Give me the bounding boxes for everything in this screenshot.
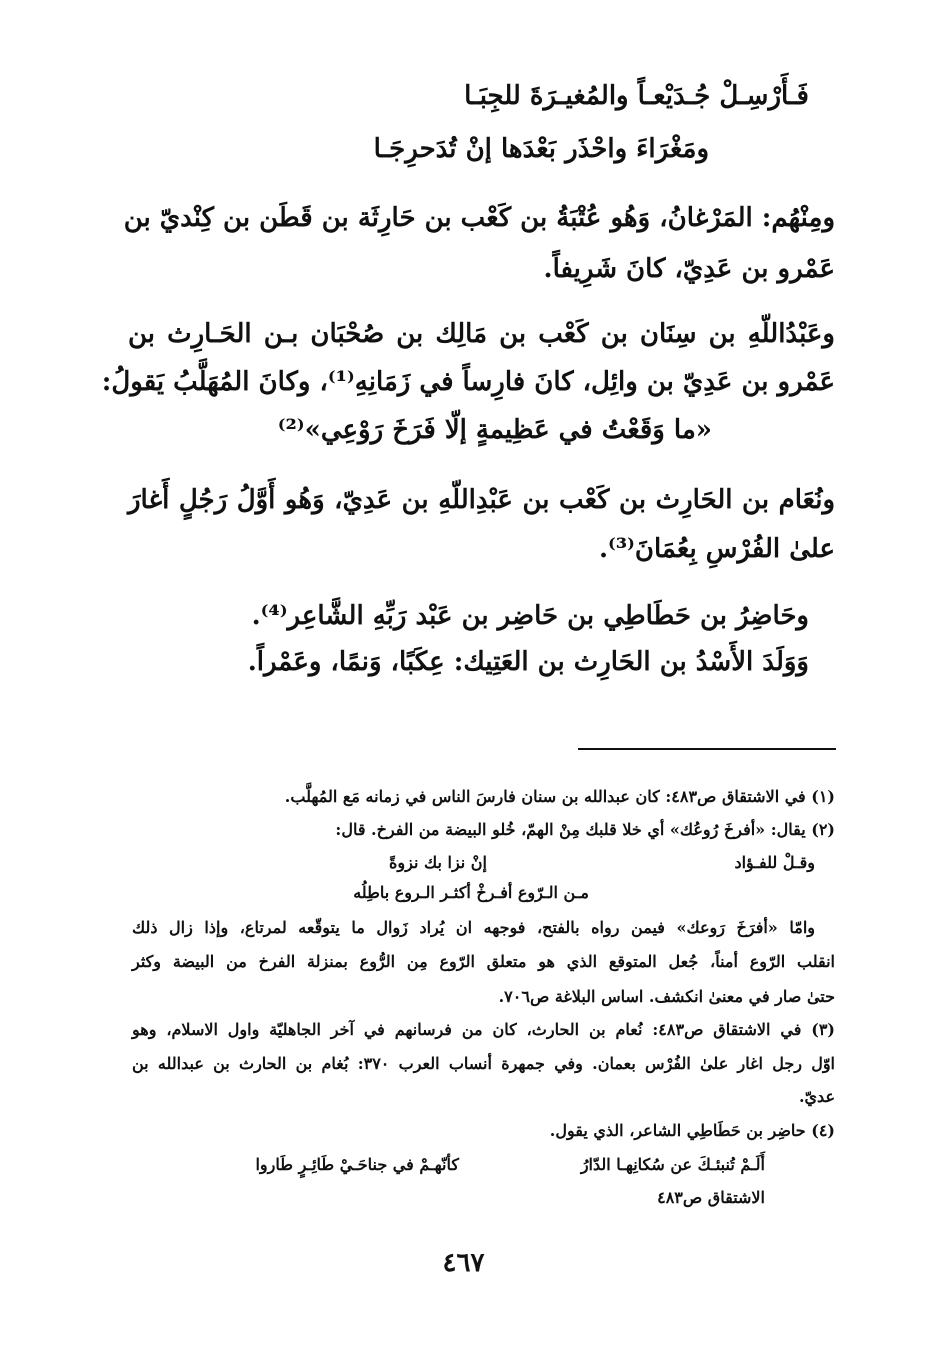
footnote-separator	[578, 748, 836, 750]
page-number: ٤٦٧	[442, 1248, 485, 1278]
footnote-3-line-2: اوّل رجل اغار علىٰ الفُرْس بعمان. وفي جمهرة أنساب العرب ٣٧٠: بُغام بن الحارث بن عبدالله بن	[132, 1054, 835, 1073]
paragraph-1-line-2: عَمْرو بن عَدِيّ، كانَ شَرِيفاً.	[543, 254, 835, 284]
paragraph-2-quote: «ما وَقَعْتُ في عَظِيمةٍ إلّا فَرَخَ رَوْعِي»⁽²⁾	[277, 415, 712, 445]
footnote-2-verse-part-2: إنْ نزا بك نزوةً	[389, 853, 487, 872]
footnote-4-verse-part-2: كأنّهـمْ في جناحَـيْ طَائِـرٍ طَاروا	[255, 1155, 459, 1174]
paragraph-4-line-2: وَوَلَدَ الأَسْدُ بن الحَارِث بن العَتِيك: عِكَبًا، وَنمًا، وعَمْراً.	[247, 647, 809, 677]
footnote-2-line-3: انقلب الرّوع أمناً، جُعل المتوقع الذي هو متعلق الرّوع مِن الرُّوع بمنزلة الفرخ من البيضة وكثر	[132, 952, 835, 971]
verse-line-1: فَـأَرْسِـلْ جُـدَيْعـاً والمُغيـرَةَ للجِبَـا	[464, 81, 809, 111]
footnote-4-line-1: (٤) حاضِر بن حَطَاطِي الشاعر، الذي يقول.	[549, 1121, 835, 1140]
footnote-2-verse-part-3: مـن الـرّوع أفـرخْ أكثـر الـروع باطِلُه	[353, 883, 589, 902]
footnote-3-line-3: عديّ.	[798, 1087, 835, 1106]
paragraph-3-line-2: علىٰ الفُرْسِ بِعُمَانَ⁽³⁾.	[598, 534, 835, 564]
footnote-2-line-4: حتىٰ صار في معنىٰ انكشف. اساس البلاغة ص٧٠٦.	[498, 987, 835, 1006]
footnote-4-source: الاشتقاق ص٤٨٣	[657, 1188, 765, 1207]
footnote-4-verse-part-1: أَلَـمْ تُنبئـكَ عن سُكانِهـا الدّارُ	[580, 1155, 765, 1174]
footnote-3-line-1: (٣) في الاشتقاق ص٤٨٣: نُعام بن الحارث، كان من فرسانهم في آخر الجاهليّة واول الاسلام، وهو	[132, 1020, 835, 1039]
footnote-2-line-2: وامّا «أفرَخَ رَوعك» فيمن رواه بالفتح، فوجهه ان يُراد زَوال ما يتوقّعه لمرتاع، وإذا زال ذلك	[132, 918, 815, 937]
paragraph-4-line-1: وحَاضِرُ بن حَطَاطِي بن حَاضِر بن عَبْد رَبِّهِ الشَّاعِر⁽⁴⁾.	[251, 601, 809, 631]
verse-line-2: ومَغْرَاءَ واحْذَر بَعْدَها إنْ تُدَحرِجَـا	[373, 134, 709, 164]
paragraph-2-line-1: وعَبْدُاللّهِ بن سِنَان بن كَعْب بن مَالِك بن صُحْبَان بـن الحَـارِث بن	[128, 319, 835, 349]
footnote-1-line-1: (١) في الاشتقاق ص٤٨٣: كان عبدالله بن سنان فارسَ الناس في زمانه مَع المُهلَّب.	[284, 787, 835, 806]
paragraph-3-line-1: ونُعَام بن الحَارِث بن كَعْب بن عَبْدِاللّهِ بن عَدِيّ، وَهُو أَوَّلُ رَجُلٍ أَغارَ	[128, 485, 835, 515]
paragraph-1-line-1: ومِنْهُم: المَرْغانُ، وَهُو عُتْبَةُ بن كَعْب بن حَارِثَة بن قَطَن بن كِنْديّ بن	[123, 203, 835, 233]
footnote-2-verse-part-1: وقـلْ للفـؤاد	[734, 853, 815, 872]
footnote-2-line-1: (٢) يقال: «أفرخَ رُوعُك» أي خلا قلبك مِنْ الهمّ، خُلو البيضة من الفرخ. قال:	[335, 820, 835, 839]
paragraph-2-line-2: عَمْرو بن عَدِيّ بن وائِل، كانَ فارِساً في زَمَانِهِ⁽¹⁾، وكانَ المُهَلَّبُ يَقولُ:	[101, 367, 835, 397]
